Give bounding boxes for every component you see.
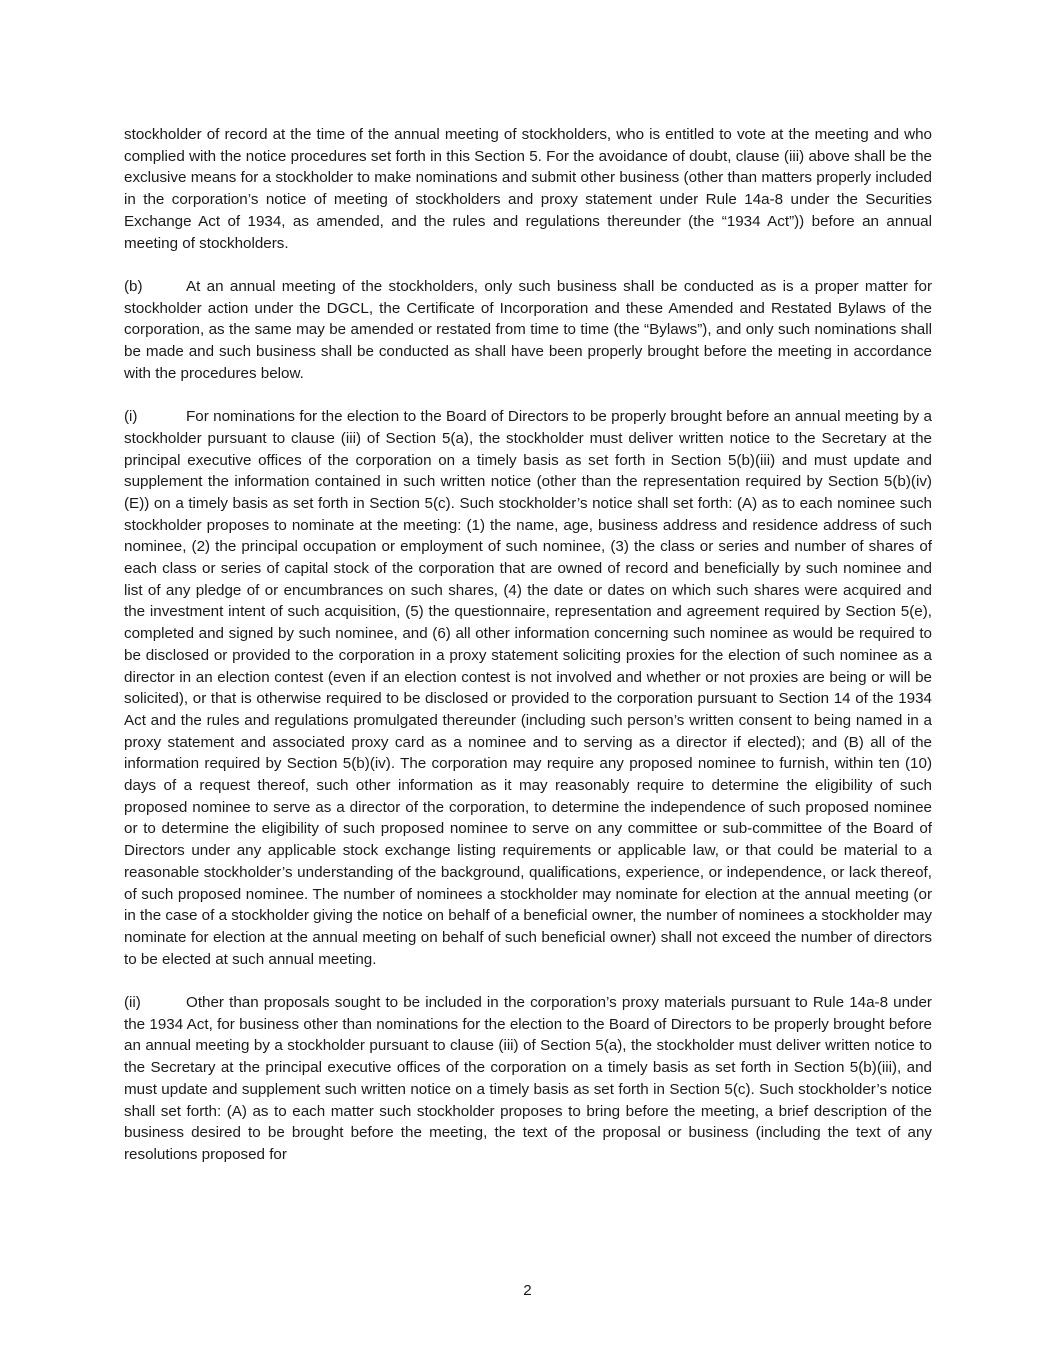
paragraph-b (124, 276, 932, 385)
paragraph-text: For nominations for the election to the Board of Directors to be properly brought before an annual meeting by a stockholder pursuant to clause (iii) of Section 5(a), the stockholder must deliver written notice to the Secretary at the principal executive offices of the corporation on a timely basis as set forth in Section 5(b)(iii) and must update and supplement the information contained in such written notice (other than the representation required by Section 5(b)(iv)(E)) on a timely basis as set forth in Section 5(c). Such stockholder’s notice shall set forth: (A) as to each nominee such stockholder proposes to nominate at the meeting: (1) the name, age, business address and residence address of such nominee, (2) the principal occupation or employment of such nominee, (3) the class or series and number of shares of each class or series of capital stock of the corporation that are owned of record and beneficially by such nominee and list of any pledge of or encumbrances on such shares, (4) the date or dates on which such shares were acquired and the investment intent of such acquisition, (5) the questionnaire, representation and agreement required by Section 5(e), completed and signed by such nominee, and (6) all other information concerning such nominee as would be required to be disclosed or provided to the corporation in a proxy statement soliciting proxies for the election of such nominee as a director in an election contest (even if an election contest is not involved and whether or not proxies are being or will be solicited), or that is otherwise required to be disclosed or provided to the corporation pursuant to Section 14 of the 1934 Act and the rules and regulations promulgated thereunder (including such person’s written consent to being named in a proxy statement and associated proxy card as a nominee and to serving as a director if elected); and (B) all of the information required by Section 5(b)(iv). The corporation may require any proposed nominee to furnish, within ten (10) days of a request thereof, such other information as it may reasonably require to determine the eligibility of such proposed nominee to serve as a director of the corporation, to determine the independence of such proposed nominee or to determine the eligibility of such proposed nominee to serve on any committee or sub-committee of the Board of Directors under any applicable stock exchange listing requirements or applicable law, or that could be material to a reasonable stockholder’s understanding of the background, qualifications, experience, or independence, or lack thereof, of such proposed nominee. The number of nominees a stockholder may nominate for election at the annual meeting (or in the case of a stockholder giving the notice on behalf of a beneficial owner, the number of nominees a stockholder may nominate for election at the annual meeting on behalf of such beneficial owner) shall not exceed the number of directors to be elected at such annual meeting. (124, 408, 932, 968)
body-text (124, 124, 932, 1187)
paragraph-text: stockholder of record at the time of the annual meeting of stockholders, who is entitled to vote at the meeting and who complied with the notice procedures set forth in this Section 5. For the avoidance of doubt, clause (iii) above shall be the exclusive means for a stockholder to make nominations and submit other business (other than matters properly included in the corporation’s notice of meeting of stockholders and proxy statement under Rule 14a-8 under the Securities Exchange Act of 1934, as amended, and the rules and regulations thereunder (the “1934 Act”)) before an annual meeting of stockholders. (124, 126, 932, 252)
paragraph-text: At an annual meeting of the stockholders, only such business shall be conducted as is a proper matter for stockholder action under the DGCL, the Certificate of Incorporation and these Amended and Restated Bylaws of the corporation, as the same may be amended or restated from time to time (the “Bylaws”), and only such nominations shall be made and such business shall be conducted as shall have been properly brought before the meeting in accordance with the procedures below. (124, 277, 932, 382)
paragraph-label: (i) (124, 408, 138, 426)
paragraph-label: (ii) (124, 994, 141, 1012)
paragraph-ii (124, 992, 932, 1166)
paragraph-label: (b) (124, 277, 143, 295)
paragraph-text: Other than proposals sought to be included in the corporation’s proxy materials pursuant to Rule 14a-8 under the 1934 Act, for business other than nominations for the election to the Board of Directors to be properly brought before an annual meeting by a stockholder pursuant to clause (iii) of Section 5(a), the stockholder must deliver written notice to the Secretary at the principal executive offices of the corporation on a timely basis as set forth in Section 5(b)(iii), and must update and supplement such written notice on a timely basis as set forth in Section 5(c). Such stockholder’s notice shall set forth: (A) as to each matter such stockholder proposes to bring before the meeting, a brief description of the business desired to be brought before the meeting, the text of the proposal or business (including the text of any resolutions proposed for (124, 994, 932, 1163)
page-number: 2 (523, 1282, 532, 1299)
paragraph-i (124, 406, 932, 970)
paragraph-continuation (124, 124, 932, 254)
